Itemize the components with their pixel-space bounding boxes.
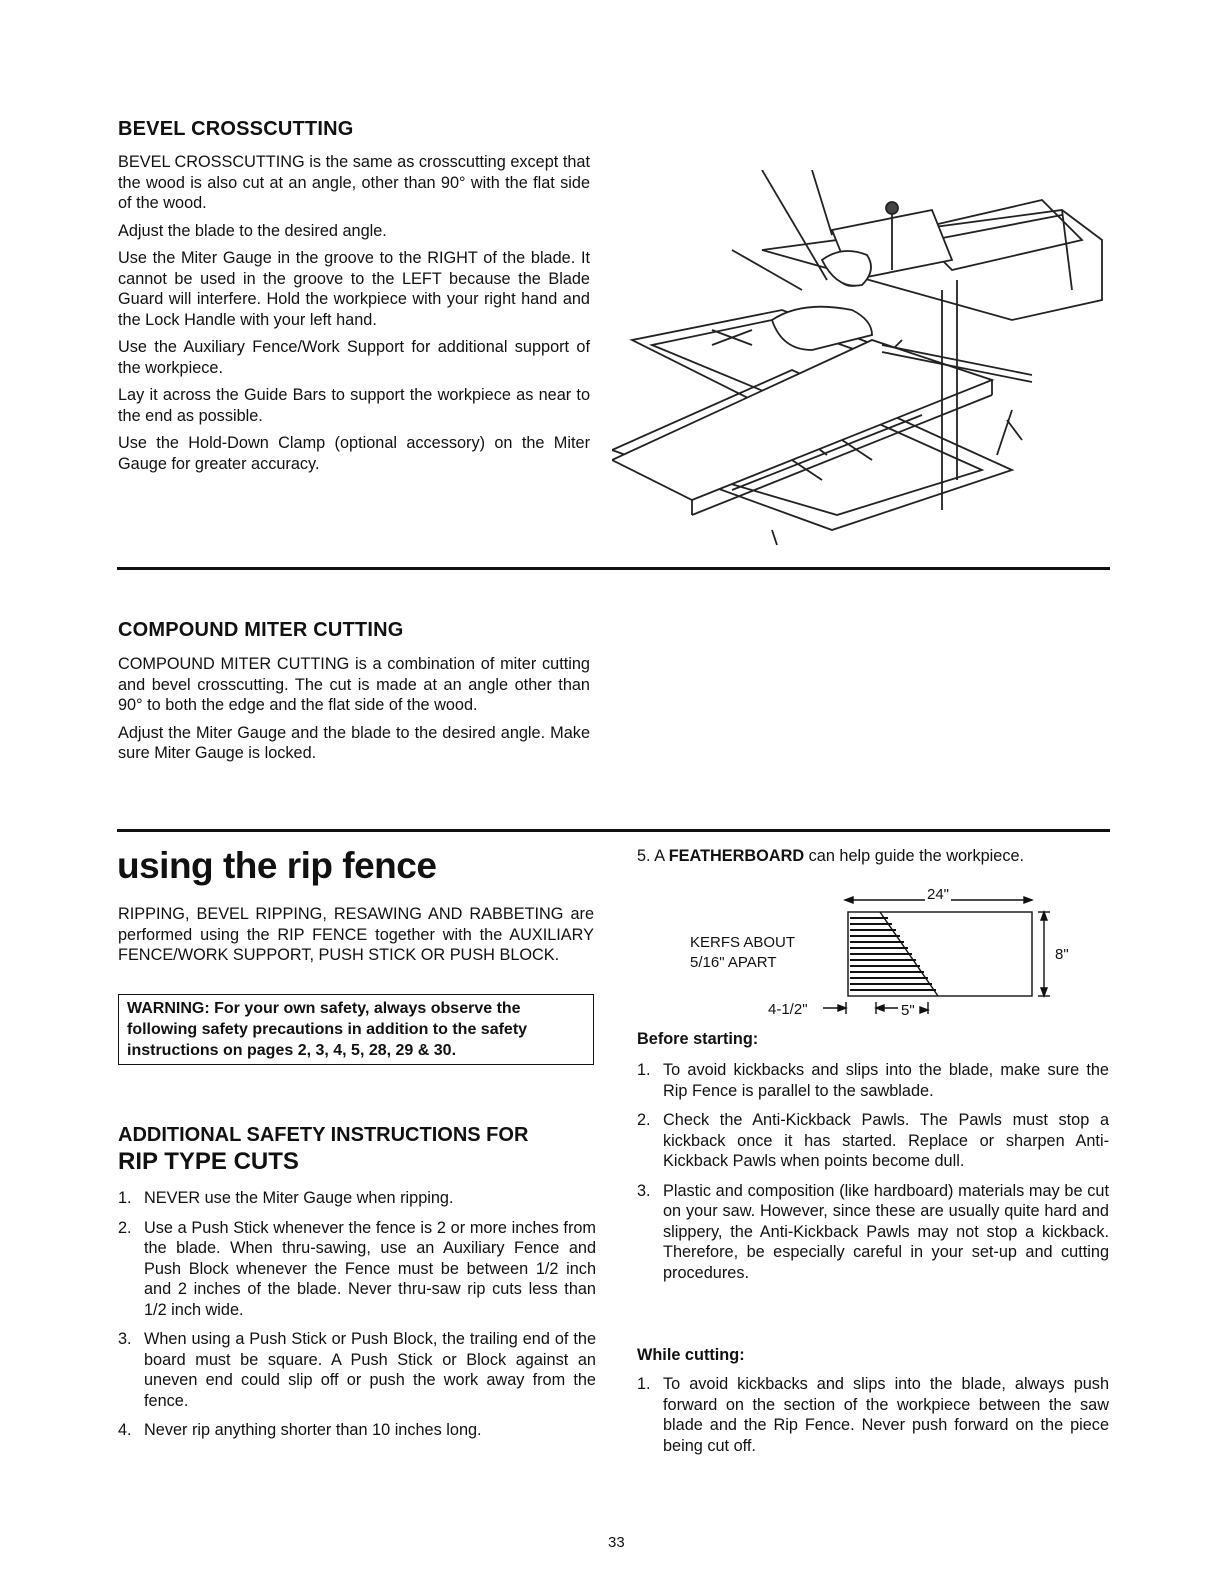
compound-paragraph: COMPOUND MITER CUTTING is a combination of miter cutting and bevel crosscutting. The cut is made at an angle other than 90° to both the edge and the flat side of the wood. [118,655,590,714]
rip-type-cuts-heading: RIP TYPE CUTS [118,1148,299,1175]
rip-intro: RIPPING, BEVEL RIPPING, RESAWING AND RABBETING are performed using the RIP FENCE together with the AUXILIARY FENCE/WORK SUPPORT, PUSH STICK OR PUSH BLOCK. [118,905,594,964]
bevel-heading: BEVEL CROSSCUTTING [118,118,354,140]
warning-box [118,994,594,1065]
while-cutting-list [637,1374,1109,1465]
additional-safety-heading: ADDITIONAL SAFETY INSTRUCTIONS FOR [118,1124,529,1146]
rip-safety-list [118,1188,596,1450]
dimension-24: 24" [927,886,950,903]
bevel-crosscut-illustration [612,170,1112,550]
before-starting-heading: Before starting: [637,1030,759,1048]
bevel-paragraph: Lay it across the Guide Bars to support the workpiece as near to the end as possible. [118,386,590,425]
rip-fence-title: using the rip fence [117,845,437,886]
bevel-paragraph: BEVEL CROSSCUTTING is the same as crosscutting except that the wood is also cut at an angle, other than 90° with the flat side of the wood. [118,153,590,212]
list-item: 1. To avoid kickbacks and slips into the blade, make sure the Rip Fence is parallel to the sawblade. [637,1061,1109,1100]
section-divider [117,829,1110,832]
dimension-8: 8" [1055,946,1069,963]
list-item: 1. NEVER use the Miter Gauge when ripping. [118,1189,454,1207]
list-item: 4. Never rip anything shorter than 10 inches long. [118,1421,482,1439]
kerfs-label-line1: KERFS ABOUT [690,934,796,951]
bevel-paragraph: Use the Auxiliary Fence/Work Support for additional support of the workpiece. [118,338,590,377]
while-cutting-heading: While cutting: [637,1346,745,1364]
bevel-paragraph: Use the Hold-Down Clamp (optional accessory) on the Miter Gauge for greater accuracy. [118,434,590,473]
kerfs-label-line2: 5/16" APART [690,954,777,971]
bevel-paragraph: Adjust the blade to the desired angle. [118,221,387,240]
dimension-4-1-2: 4-1/2" [768,1001,808,1018]
bevel-body [118,152,590,481]
compound-body [118,654,590,771]
list-item: 2. Check the Anti-Kickback Pawls. The Pawls must stop a kickback once it has started. Replace or sharpen Anti-Kickback Pawls when points become dull. [637,1111,1109,1170]
warning-text: WARNING: For your own safety, always observe the following safety precautions in addition to the safety instructions on pages 2, 3, 4, 5, 28, 29 & 30. [127,1000,528,1059]
featherboard-line: 5. A FEATHERBOARD can help guide the workpiece. [637,847,1025,865]
featherboard-diagram [680,880,1100,1020]
list-item: 3. When using a Push Stick or Push Block, the trailing end of the board must be square. A Push Stick or Block against an uneven end could slip off or push the work away from the fence. [118,1330,596,1410]
compound-paragraph: Adjust the Miter Gauge and the blade to the desired angle. Make sure Miter Gauge is locked. [118,723,590,762]
before-starting-list [637,1060,1109,1292]
list-item: 3. Plastic and composition (like hardboard) materials may be cut on your saw. However, since these are usually quite hard and slippery, the Anti-Kickback Pawls may not stop a kickback. Therefore, be especially careful in your set-up and cutting procedures. [637,1181,1109,1282]
section-divider [117,567,1110,570]
compound-heading: COMPOUND MITER CUTTING [118,619,404,641]
list-item: 2. Use a Push Stick whenever the fence is 2 or more inches from the blade. When thru-sawing, use an Auxiliary Fence and Push Block whenever the Fence must be between 1/2 inch and 2 inches of the blade. Never thru-saw rip cuts less than 1/2 inch wide. [118,1218,596,1319]
page-number: 33 [608,1534,625,1551]
list-item: 1. To avoid kickbacks and slips into the blade, always push forward on the section of the workpiece between the saw blade and the Rip Fence. Never push forward on the piece being cut off. [637,1375,1109,1455]
bevel-paragraph: Use the Miter Gauge in the groove to the RIGHT of the blade. It cannot be used in the groove to the LEFT because the Blade Guard will interfere. Hold the workpiece with your right hand and the Lock Handle with your left hand. [118,249,590,329]
dimension-5: 5" [901,1002,915,1019]
